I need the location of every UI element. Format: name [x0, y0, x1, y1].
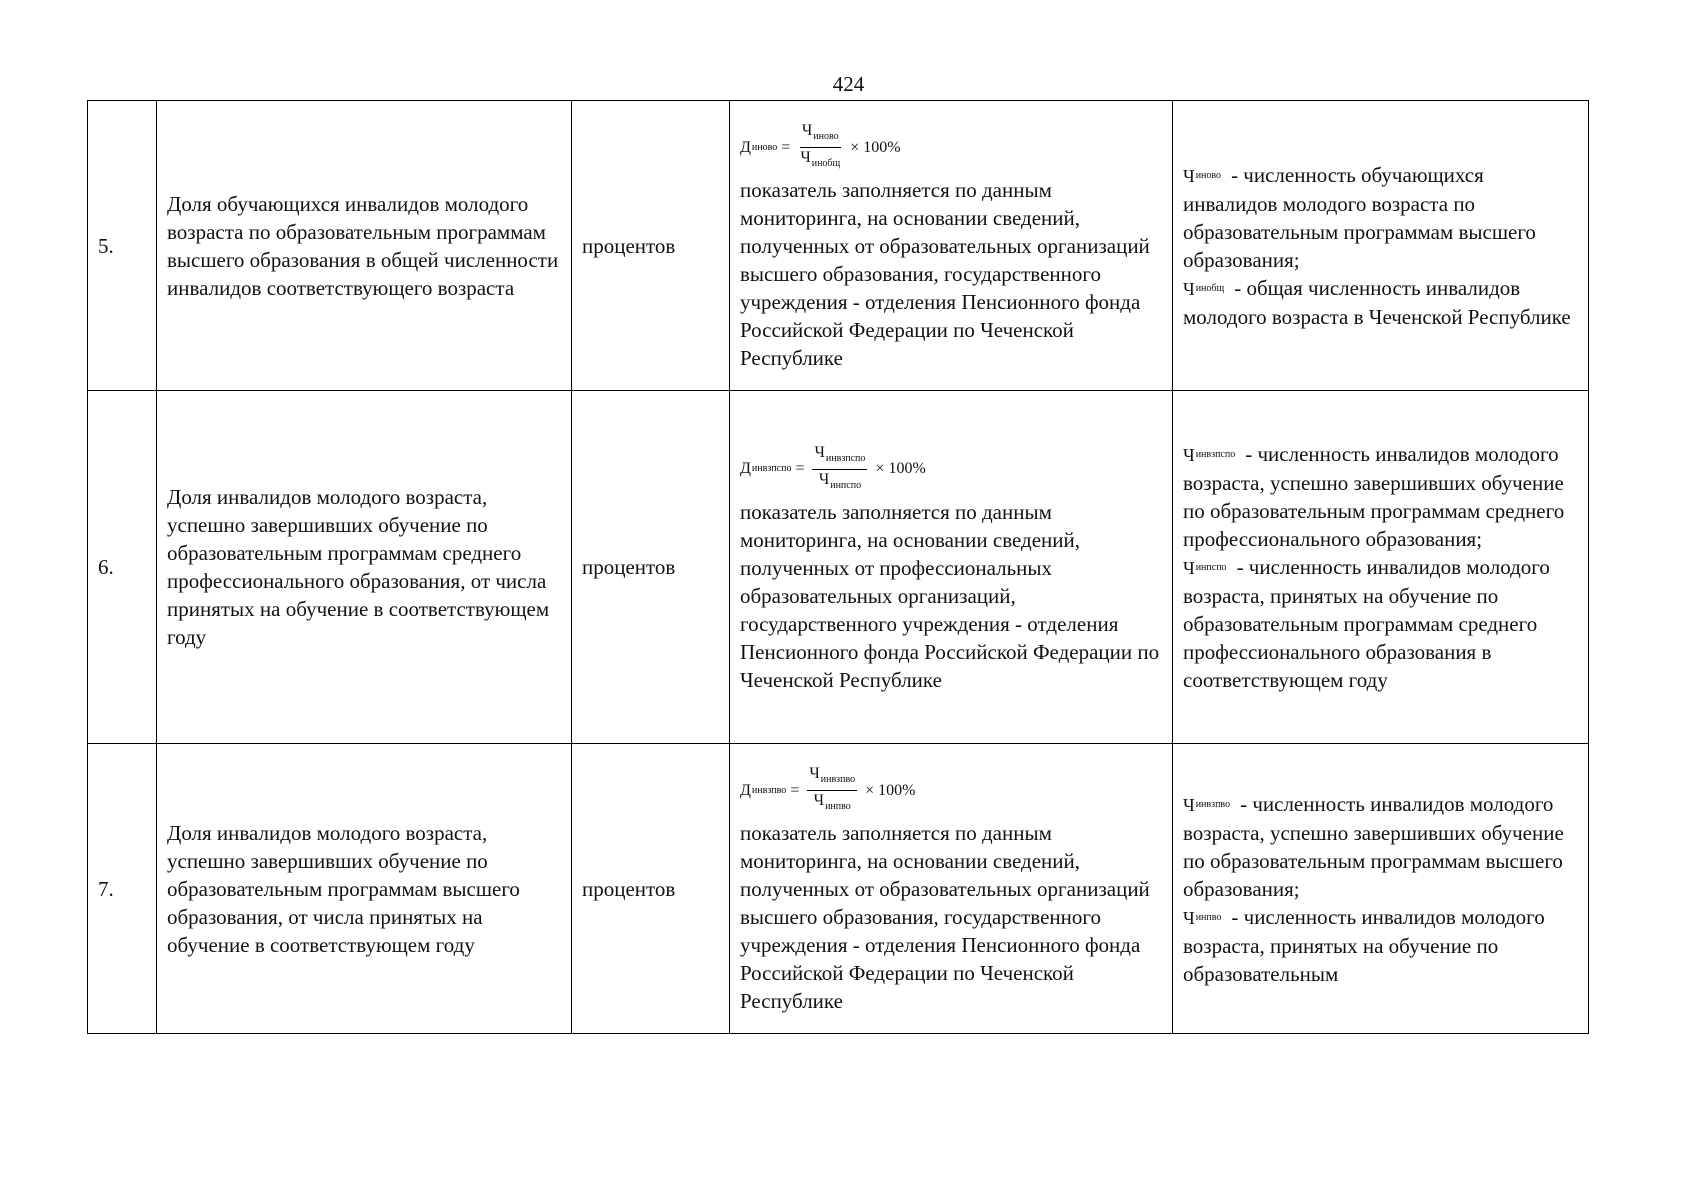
formula-lhs-subscript: иново	[751, 141, 778, 153]
formula-lhs: Д	[740, 781, 751, 799]
variables-legend	[1173, 101, 1589, 391]
variable-symbol: Ч	[1183, 278, 1195, 299]
variable-definition	[1183, 903, 1578, 988]
formula-equals: =	[795, 460, 805, 477]
formula-lhs: Д	[740, 138, 751, 156]
numerator-subscript: инвзпспо	[825, 452, 866, 464]
row-number: 6.	[88, 391, 157, 744]
formula-equals: =	[790, 781, 800, 799]
denominator-symbol: Ч	[818, 470, 830, 488]
formula-denominator	[812, 791, 853, 815]
indicator-name: Доля инвалидов молодого возраста, успешно завершивших обучение по образовательным программам высшего образования, от числа принятых на обучение в соответствующем году	[157, 744, 572, 1034]
variable-definition	[1183, 790, 1578, 903]
denominator-subscript: инобщ	[811, 158, 841, 169]
variable-symbol: Ч	[1183, 445, 1195, 465]
variable-definition	[1183, 553, 1578, 694]
variables-legend	[1173, 744, 1589, 1034]
variable-subscript: инобщ	[1195, 282, 1225, 294]
variable-text: - численность обучающихся инвалидов молодого возраста по образовательным программам высшего образования;	[1183, 162, 1536, 272]
formula-lhs-subscript: инвзпспо	[751, 463, 792, 474]
formula-fraction	[812, 445, 867, 494]
formula	[740, 445, 926, 494]
calculation-method	[730, 101, 1173, 391]
denominator-symbol: Ч	[813, 792, 825, 809]
method-description: показатель заполняется по данным мониторинга, на основании сведений, полученных от профессиональных образовательных организаций, государственного учреждения - отделения Пенсионного фонда Российской Федерации по Чеченской Республике	[740, 499, 1160, 692]
formula	[740, 766, 916, 815]
variable-subscript: инпспо	[1195, 562, 1227, 573]
indicator-name: Доля инвалидов молодого возраста, успешно завершивших обучение по образовательным программам среднего профессионального образования, от числа принятых на обучение в соответствующем году	[157, 391, 572, 744]
formula-lhs: Д	[740, 460, 751, 477]
method-description: показатель заполняется по данным мониторинга, на основании сведений, полученных от образовательных организаций высшего образования, государственного учреждения - отделения Пенсионного фонда Российской Федерации по Чеченской Республике	[740, 178, 1150, 370]
variable-subscript: инвзпспо	[1195, 449, 1236, 460]
formula-numerator	[812, 445, 867, 470]
table-row	[88, 744, 1589, 1034]
table-row	[88, 391, 1589, 744]
formula-denominator	[817, 470, 863, 494]
unit-of-measure: процентов	[572, 101, 730, 391]
formula	[740, 123, 901, 172]
numerator-symbol: Ч	[814, 443, 825, 461]
formula-multiplier: × 100%	[850, 138, 901, 156]
variable-subscript: инпво	[1195, 911, 1222, 923]
formula-multiplier: × 100%	[875, 460, 926, 477]
unit-of-measure: процентов	[572, 391, 730, 744]
variable-definition	[1183, 274, 1578, 331]
variable-text: - численность инвалидов молодого возраста, успешно завершивших обучение по образовательным программам высшего образования;	[1183, 791, 1564, 901]
variable-symbol: Ч	[1183, 165, 1195, 186]
formula-numerator	[807, 766, 857, 791]
numerator-symbol: Ч	[801, 122, 813, 139]
variable-text: - численность инвалидов молодого возраста, принятых на обучение по образовательным	[1183, 904, 1545, 986]
formula-fraction	[798, 123, 842, 172]
method-description: показатель заполняется по данным мониторинга, на основании сведений, полученных от образовательных организаций высшего образования, государственного учреждения - отделения Пенсионного фонда Российской Федерации по Чеченской Республике	[740, 821, 1150, 1013]
unit-of-measure: процентов	[572, 744, 730, 1034]
formula-numerator	[800, 123, 841, 148]
table-row	[88, 101, 1589, 391]
formula-fraction	[807, 766, 857, 815]
variable-text: - численность инвалидов молодого возраста, успешно завершивших обучение по образовательным программам среднего профессионального образования;	[1183, 442, 1565, 551]
page-number: 424	[832, 72, 865, 96]
denominator-subscript: инпво	[825, 801, 851, 812]
calculation-method	[730, 391, 1173, 744]
indicator-name: Доля обучающихся инвалидов молодого возраста по образовательным программам высшего образования в общей численности инвалидов соответствующего возраста	[157, 101, 572, 391]
calculation-method	[730, 744, 1173, 1034]
variable-symbol: Ч	[1183, 907, 1195, 928]
variable-symbol: Ч	[1183, 558, 1195, 578]
variable-subscript: инвзпво	[1195, 798, 1231, 810]
variable-subscript: иново	[1195, 169, 1222, 181]
denominator-subscript: инпспо	[830, 479, 862, 491]
numerator-subscript: инвзпво	[820, 774, 856, 785]
variable-definition	[1183, 440, 1578, 553]
variable-text: - численность инвалидов молодого возраста, принятых на обучение по образовательным программам среднего профессионального образования в соответствующем году	[1183, 555, 1550, 692]
formula-lhs-subscript: инвзпво	[751, 784, 787, 796]
denominator-symbol: Ч	[800, 149, 811, 166]
numerator-symbol: Ч	[809, 765, 820, 782]
formula-equals: =	[781, 138, 791, 156]
row-number: 7.	[88, 744, 157, 1034]
variable-definition	[1183, 161, 1578, 274]
formula-denominator	[798, 148, 842, 172]
variables-legend	[1173, 391, 1589, 744]
indicators-table	[87, 100, 1589, 1034]
row-number: 5.	[88, 101, 157, 391]
variable-symbol: Ч	[1183, 794, 1195, 815]
formula-multiplier: × 100%	[865, 781, 916, 799]
numerator-subscript: иново	[813, 131, 839, 142]
variable-text: - общая численность инвалидов молодого возраста в Чеченской Республике	[1183, 275, 1571, 329]
